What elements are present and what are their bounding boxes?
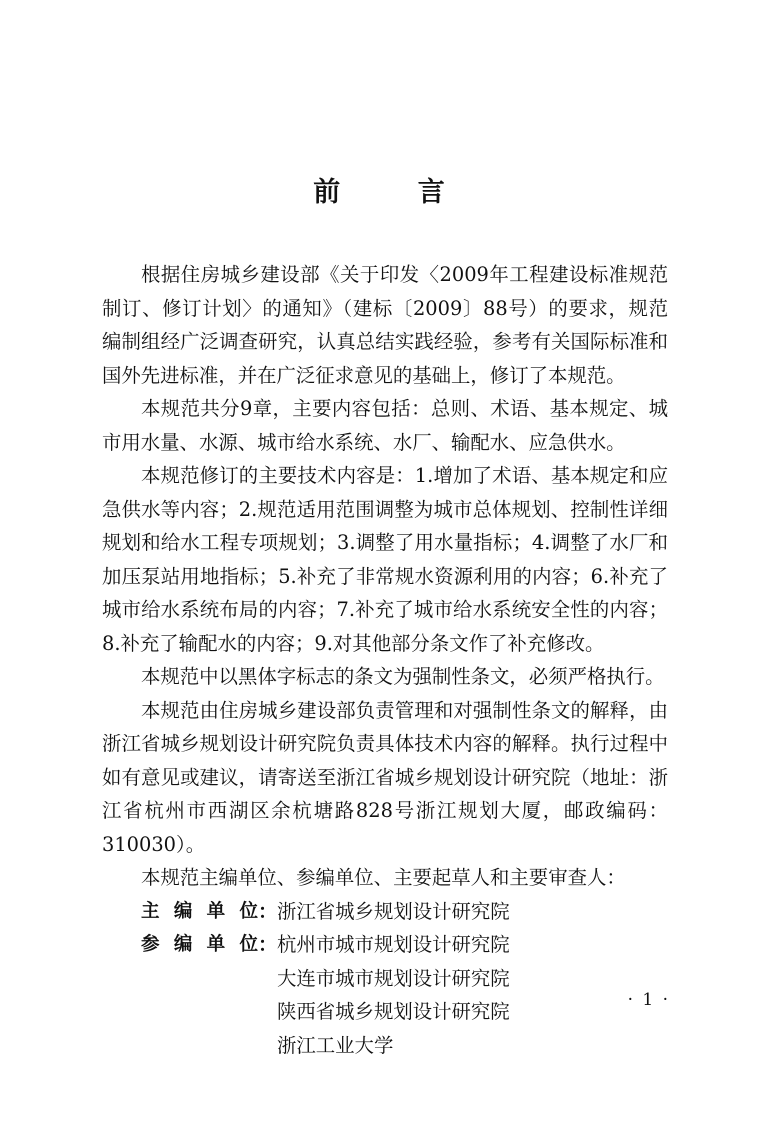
participating-unit-values — [277, 928, 510, 1062]
participating-unit-value: 大连市城市规划设计研究院 — [277, 966, 510, 990]
chief-unit-value: 浙江省城乡规划设计研究院 — [277, 899, 510, 923]
paragraph-management: 本规范由住房城乡建设部负责管理和对强制性条文的解释，由浙江省城乡规划设计研究院负责具体技术内容的解释。执行过程中如有意见或建议，请寄送至浙江省城乡规划设计研究院（地址：浙江省杭州市西湖区余杭塘路828号浙江规划大厦，邮政编码：310030）。 — [102, 698, 668, 856]
participating-unit-value: 浙江工业大学 — [277, 1033, 394, 1057]
preface-body — [102, 258, 668, 1062]
paragraph-chapters: 本规范共分9章，主要内容包括：总则、术语、基本规定、城市用水量、水源、城市给水系统、水厂、输配水、应急供水。 — [102, 397, 668, 454]
chief-unit-label: 主编单位 — [141, 900, 258, 922]
chief-unit-values — [277, 895, 510, 929]
paragraph-background: 根据住房城乡建设部《关于印发〈2009年工程建设标准规范制订、修订计划〉的通知》（建标〔2009〕88号）的要求，规范编制组经广泛调查研究，认真总结实践经验，参考有关国际标准和国外先进标准，并在广泛征求意见的基础上，修订了本规范。 — [102, 263, 668, 387]
participating-unit-row: 参编单位 ： 杭州市城市规划设计研究院 大连市城市规划设计研究院 陕西省城乡规划设计研究院 浙江工业大学 — [102, 928, 668, 1062]
chief-unit-row: 主编单位 ： 浙江省城乡规划设计研究院 — [102, 895, 668, 929]
paragraph-mandatory: 本规范中以黑体字标志的条文为强制性条文，必须严格执行。 — [141, 665, 665, 688]
participating-unit-value: 陕西省城乡规划设计研究院 — [277, 1000, 510, 1023]
participating-unit-label: 参编单位 — [141, 934, 258, 955]
paragraph-units-intro: 本规范主编单位、参编单位、主要起草人和主要审查人： — [141, 866, 626, 889]
participating-unit-value: 杭州市城市规划设计研究院 — [277, 933, 510, 956]
page-number: · 1 · — [627, 990, 670, 1010]
page-title: 前 言 — [313, 177, 479, 208]
paragraph-revisions: 本规范修订的主要技术内容是：1.增加了术语、基本规定和应急供水等内容；2.规范适用范围调整为城市总体规划、控制性详细规划和给水工程专项规划；3.调整了用水量指标；4.调整了水厂和加压泵站用地指标；5.补充了非常规水资源利用的内容；6.补充了城市给水系统布局的内容；7.补充了城市给水系统安全性的内容；8.补充了输配水的内容；9.对其他部分条文作了补充修改。 — [102, 464, 668, 655]
